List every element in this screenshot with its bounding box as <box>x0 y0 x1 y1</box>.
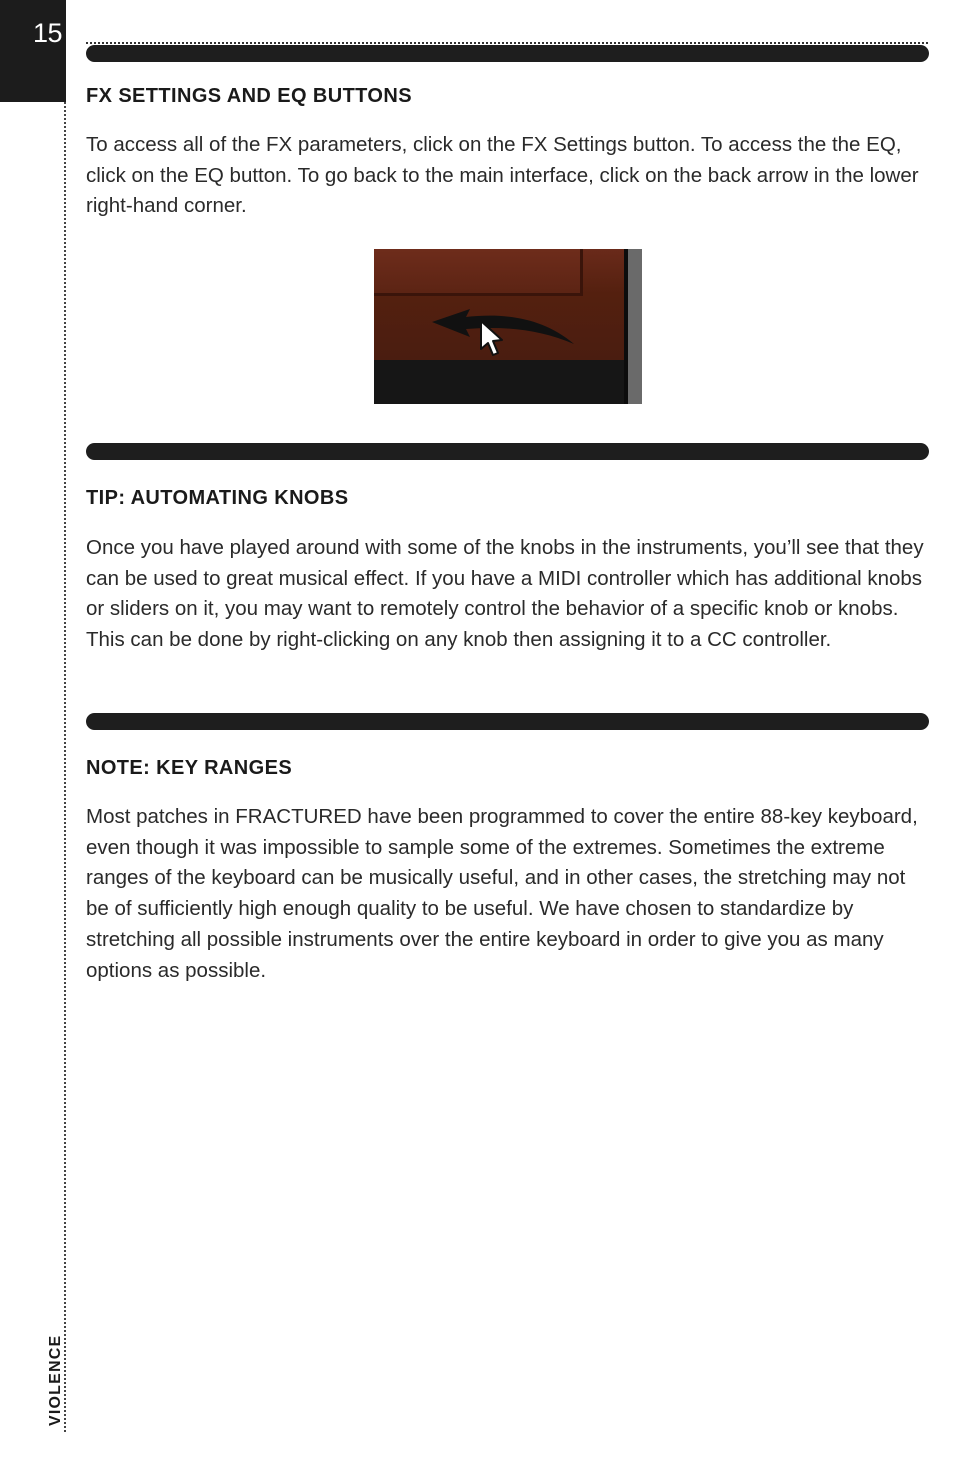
section-body: Once you have played around with some of the knobs in the instruments, you’ll see that they can be used to great musical effect. If you have a MIDI controller which has additional knobs or sliders on it, you may want to remotely control the behavior of a specific knob or knobs. This can be done by right-clicking on any knob then assigning it to a CC controller. <box>86 536 924 652</box>
section-divider <box>86 713 929 730</box>
back-arrow-screenshot <box>374 249 642 404</box>
section-divider <box>86 45 929 62</box>
section-heading: FX SETTINGS AND EQ BUTTONS <box>86 85 412 107</box>
mouse-cursor-icon <box>374 249 642 404</box>
side-label: VIOLENCE <box>47 1334 64 1426</box>
section-body: To access all of the FX parameters, click on the FX Settings button. To access the the EQ, click on the EQ button. To go back to the main interface, click on the back arrow in the lower right-hand corner. <box>86 133 919 218</box>
section-heading: NOTE: KEY RANGES <box>86 757 293 779</box>
section-heading: TIP: AUTOMATING KNOBS <box>86 487 349 509</box>
top-dotted-rule <box>86 42 928 44</box>
page-number-tab <box>0 0 66 102</box>
page-number: 15 <box>32 18 62 48</box>
side-dotted-rule <box>64 102 66 1432</box>
section-divider <box>86 443 929 460</box>
section-body: Most patches in FRACTURED have been programmed to cover the entire 88-key keyboard, even though it was impossible to sample some of the extremes. Sometimes the extreme ranges of the keyboard can be musically useful, and in other cases, the stretching may not be of sufficiently high enough quality to be useful. We have chosen to standardize by stretching all possible instruments over the entire keyboard in order to give you as many options as possible. <box>86 805 918 982</box>
